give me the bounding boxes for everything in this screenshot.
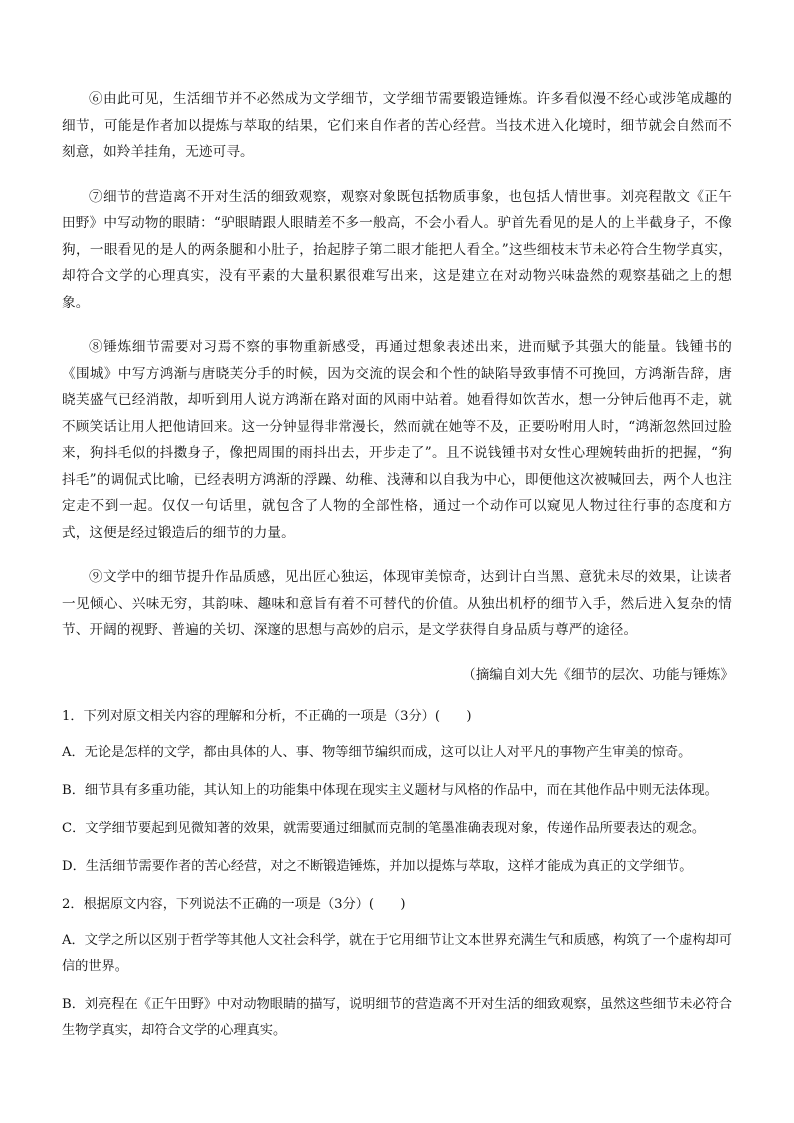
question-1-option-b: B．细节具有多重功能，其认知上的功能集中体现在现实主义题材与风格的作品中，而在其他作品中则无法体现。 [62,782,718,798]
question-1-option-c: C．文学细节要起到见微知著的效果，就需要通过细腻而克制的笔墨准确表现对象，传递作品所要表达的观念。 [62,820,706,836]
question-1-option-d: D．生活细节需要作者的苦心经营，对之不断锻造锤炼，并加以提炼与萃取，这样才能成为真正的文学细节。 [62,858,693,874]
question-2-option-a: A．文学之所以区别于哲学等其他人文社会科学，就在于它用细节让文本世界充满生气和质感，构筑了一个虚构却可信的世界。 [62,932,732,974]
question-2-stem: 2．根据原文内容，下列说法不正确的一项是（3分）( ) [62,896,406,912]
paragraph-7: ⑦细节的营造离不开对生活的细致观察，观察对象既包括物质事象，也包括人情世事。刘亮程散文《正午田野》中写动物的眼睛：“驴眼睛跟人眼睛差不多一般高，不会小看人。驴首先看见的是人的上半截身子，不像狗，一眼看见的是人的两条腿和小肚子，抬起脖子第二眼才能把人看全。”这些细枝末节未必符合生物学真实，却符合文学的心理真实，没有平素的大量积累很难写出来，这是建立在对动物兴味盎然的观察基础之上的想象。 [62,188,732,311]
question-1-stem: 1．下列对原文相关内容的理解和分析，不正确的一项是（3分）( ) [62,708,472,724]
question-2 [62,892,732,1044]
paragraph-6: ⑥由此可见，生活细节并不必然成为文学细节，文学细节需要锻造锤炼。许多看似漫不经心或涉笔成趣的细节，可能是作者加以提炼与萃取的结果，它们来自作者的苦心经营。当技术进入化境时，细节就会自然而不刻意，如羚羊挂角，无迹可寻。 [62,91,732,160]
document-page [62,86,732,1056]
question-1 [62,704,732,880]
source-citation: （摘编自刘大先《细节的层次、功能与锤炼》 [462,666,734,683]
question-1-option-a: A．无论是怎样的文学，都由具体的人、事、物等细节编织而成，这可以让人对平凡的事物产生审美的惊奇。 [62,744,692,760]
question-2-option-b: B．刘亮程在《正午田野》中对动物眼睛的描写，说明细节的营造离不开对生活的细致观察，虽然这些细节未必符合生物学真实，却符合文学的心理真实。 [62,996,732,1038]
paragraph-9: ⑨文学中的细节提升作品质感，见出匠心独运，体现审美惊奇，达到计白当黑、意犹未尽的效果，让读者一见倾心、兴味无穷，其韵味、趣味和意旨有着不可替代的价值。从独出机杼的细节入手，然后进入复杂的情节、开阔的视野、普遍的关切、深邃的思想与高妙的启示，是文学获得自身品质与尊严的途径。 [62,569,732,638]
paragraph-8: ⑧锤炼细节需要对习焉不察的事物重新感受，再通过想象表述出来，进而赋予其强大的能量。钱锺书的《围城》中写方鸿渐与唐晓芙分手的时候，因为交流的误会和个性的缺陷导致事情不可挽回，方鸿渐告辞，唐晓芙盛气已经消散，却听到用人说方鸿渐在路对面的风雨中站着。她看得如饮苦水，想一分钟后他再不走，就不顾笑话让用人把他请回来。这一分钟显得非常漫长，然而就在她等不及，正要吩咐用人时，“鸿渐忽然回过脸来，狗抖毛似的抖擞身子，像把周围的雨抖出去，开步走了”。且不说钱锺书对女性心理婉转曲折的把握，“狗抖毛”的调侃式比喻，已经表明方鸿渐的浮躁、幼稚、浅薄和以自我为中心，即便他这次被喊回去，两个人也注定走不到一起。仅仅一句话里，就包含了人物的全部性格，通过一个动作可以窥见人物过往行事的态度和方式，这便是经过锻造后的细节的力量。 [62,339,732,541]
